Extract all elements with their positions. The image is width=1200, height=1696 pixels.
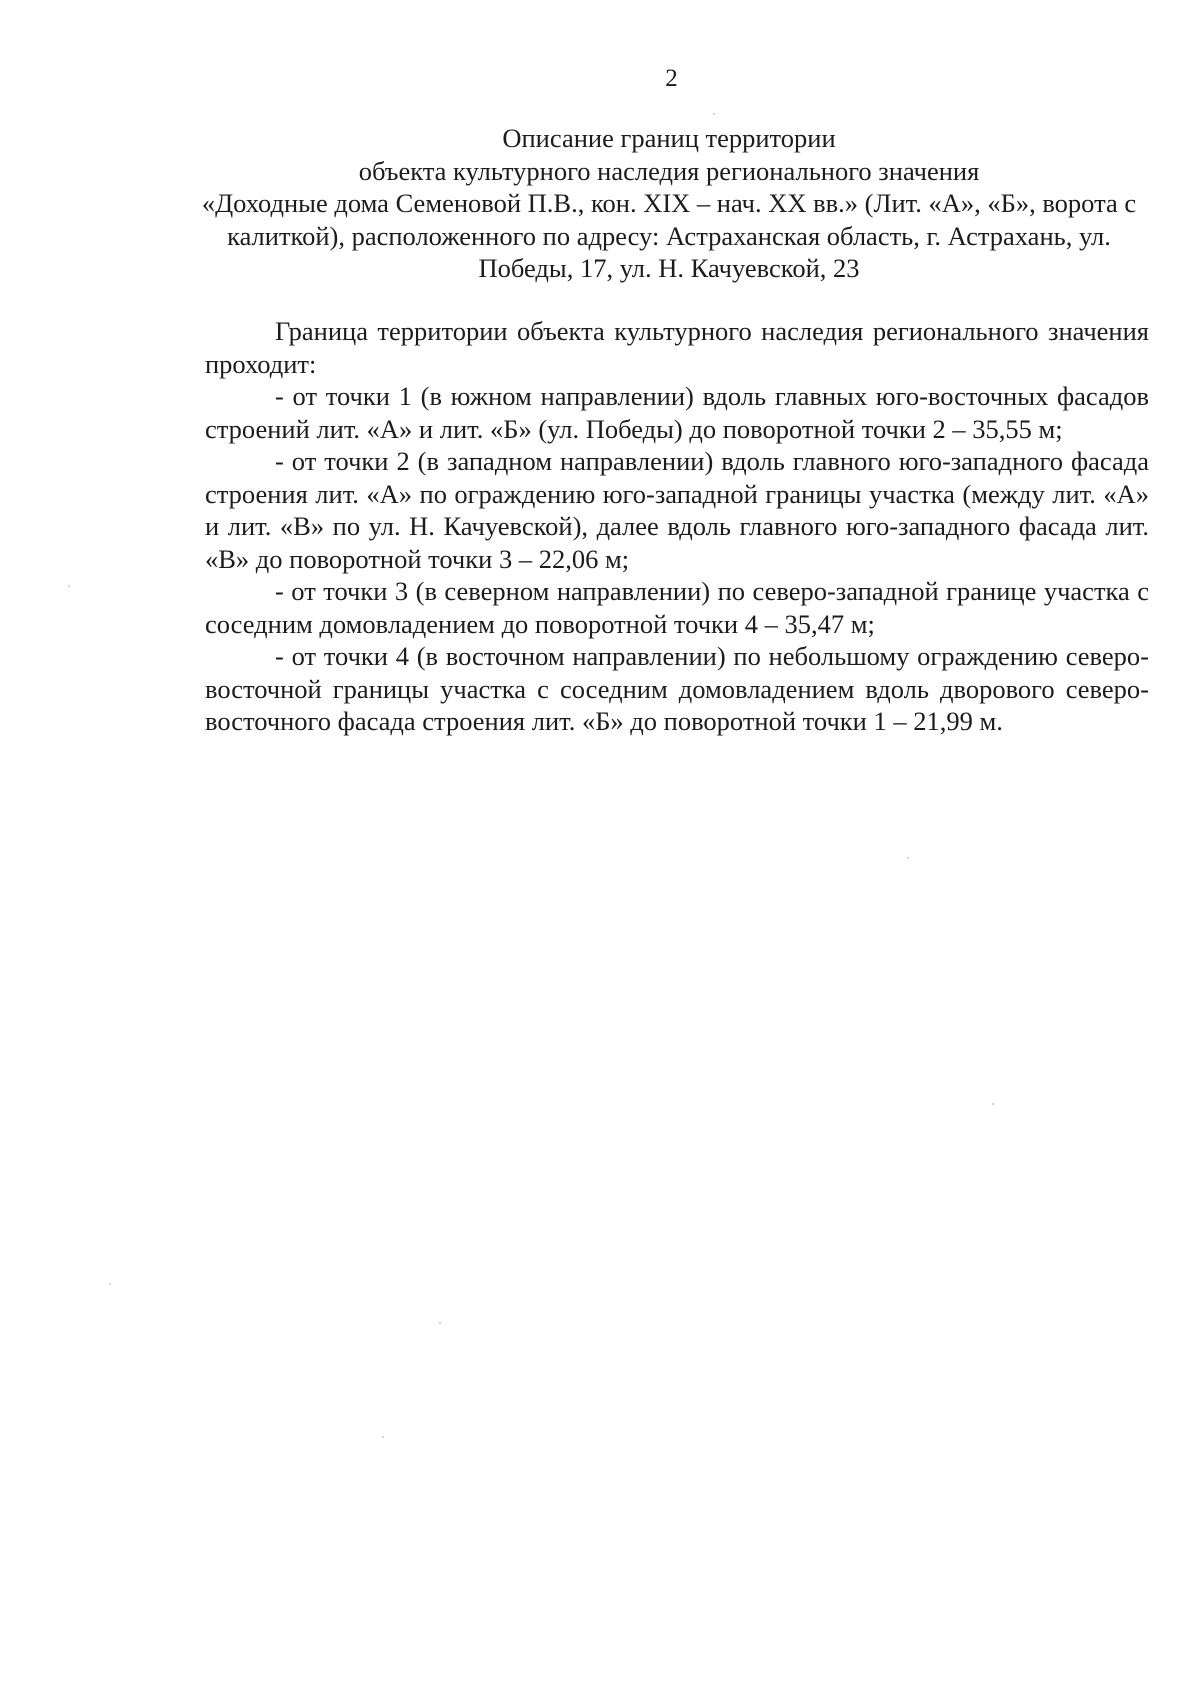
document-body <box>205 315 1149 738</box>
document-title <box>195 122 1143 285</box>
scan-speck <box>68 585 70 587</box>
boundary-item-2: - от точки 2 (в западном направлении) вдоль главного юго-западного фасада строения лит. «А» по ограждению юго-западной границы участка (между лит. «А» и лит. «В» по ул. Н. Качуевской), далее вдоль главного юго-западного фасада лит. «В» до поворотной точки 3 – 22,06 м; <box>205 446 1149 574</box>
scan-speck <box>439 1322 441 1324</box>
scan-speck <box>713 113 715 115</box>
boundary-item-1: - от точки 1 (в южном направлении) вдоль главных юго-восточных фасадов строений лит. «А» и лит. «Б» (ул. Победы) до поворотной точки 2 – 35,55 м; <box>205 381 1149 444</box>
title-line-2: объекта культурного наследия регионального значения <box>358 155 980 186</box>
scan-speck <box>382 1436 384 1438</box>
title-line-1: Описание границ территории <box>502 123 836 153</box>
scan-speck <box>109 1283 111 1285</box>
title-line-3: «Доходные дома Семеновой П.В., кон. XIX – нач. XX вв.» (Лит. «А», «Б», ворота с калиткой), расположенного по адресу: Астраханская область, г. Астрахань, ул. Победы, 17, ул. Н. Качуевской, 23 <box>201 188 1137 283</box>
scan-speck <box>907 857 909 859</box>
scan-speck <box>992 1103 994 1105</box>
boundary-item-3: - от точки 3 (в северном направлении) по северо-западной границе участка с соседним домовладением до поворотной точки 4 – 35,47 м; <box>205 576 1149 639</box>
intro-paragraph: Граница территории объекта культурного наследия регионального значения проходит: <box>205 316 1149 379</box>
boundary-item-4: - от точки 4 (в восточном направлении) по небольшому ограждению северо- восточной границы участка с соседним домовладением вдоль дворового северо- восточного фасада строения лит. «Б» до поворотной точки 1 – 21,99 м. <box>205 641 1149 736</box>
page-number: 2 <box>665 65 678 92</box>
